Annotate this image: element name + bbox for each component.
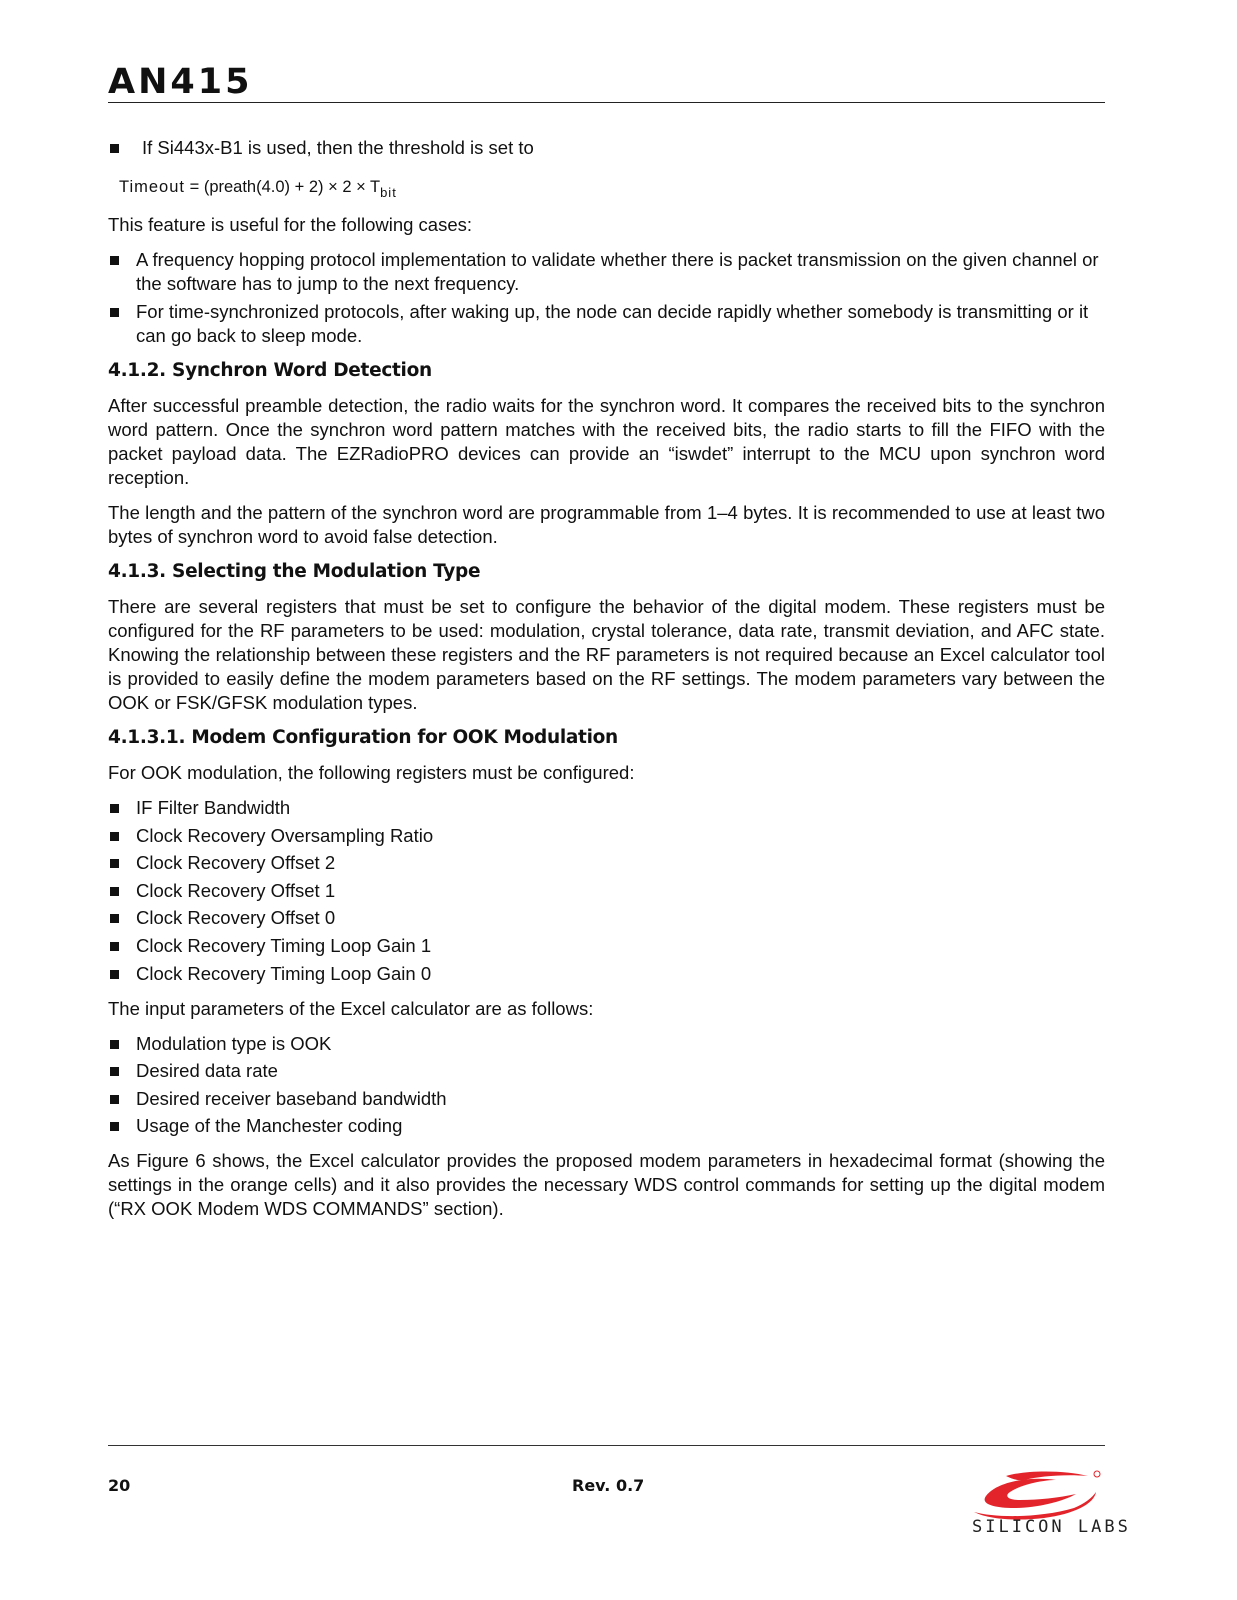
- section-413-paragraph-1: There are several registers that must be set to configure the behavior of the digital modem. These registers must be configured for the RF parameters to be used: modulation, crystal tolerance, data rate, transmit deviation, and AFC state. Knowing the relationship between these registers and the RF parameters is not required because an Excel calculator tool is provided to easily define the modem parameters based on the RF settings. The modem parameters vary between the OOK or FSK/GFSK modulation types.: [108, 596, 1105, 713]
- section-4131-paragraph-3: As Figure 6 shows, the Excel calculator provides the proposed modem parameters in hexadecimal format (showing the settings in the orange cells) and it also provides the necessary WDS control commands for setting up the digital modem (“RX OOK Modem WDS COMMANDS” section).: [108, 1150, 1105, 1220]
- formula-subscript: bit: [380, 185, 397, 200]
- formula-rhs: (preath(4.0) + 2) × 2 × T: [203, 178, 381, 196]
- list-item: A frequency hopping protocol implementation to validate whether there is packet transmission on the given channel or the software has to jump to the next frequency.: [108, 248, 1105, 296]
- list-item: Clock Recovery Oversampling Ratio: [108, 824, 1105, 848]
- list-item: Clock Recovery Offset 0: [108, 906, 1105, 930]
- formula-equals: =: [189, 178, 200, 196]
- section-heading-4131: 4.1.3.1. Modem Configuration for OOK Modulation: [108, 727, 618, 748]
- document-title: AN415: [108, 62, 253, 102]
- list-item: Desired receiver baseband bandwidth: [108, 1087, 1105, 1111]
- section-4131-paragraph-2: The input parameters of the Excel calculator are as follows:: [108, 997, 594, 1019]
- section-heading-413: 4.1.3. Selecting the Modulation Type: [108, 561, 481, 582]
- list-item: Usage of the Manchester coding: [108, 1114, 1105, 1138]
- useful-cases-list: [108, 248, 1105, 348]
- revision-label: Rev. 0.7: [572, 1476, 645, 1495]
- useful-cases-intro: This feature is useful for the following cases:: [108, 214, 473, 235]
- input-parameter-list: [108, 1032, 1105, 1139]
- register-list: [108, 796, 1105, 986]
- list-item: Clock Recovery Timing Loop Gain 0: [108, 962, 1105, 986]
- section-412-paragraph-2: The length and the pattern of the synchron word are programmable from 1–4 bytes. It is recommended to use at least two bytes of synchron word to avoid false detection.: [108, 502, 1105, 547]
- document-body: [108, 136, 1105, 1232]
- section-412-paragraph-1: After successful preamble detection, the radio waits for the synchron word. It compares the received bits to the synchron word pattern. Once the synchron word pattern matches with the received bits, the radio starts to fill the FIFO with the packet payload data. The EZRadioPRO devices can provide an “iswdet” interrupt to the MCU upon synchron word reception.: [108, 395, 1105, 488]
- section-4131-paragraph-1: For OOK modulation, the following registers must be configured:: [108, 762, 635, 783]
- section-heading-412: 4.1.2. Synchron Word Detection: [108, 360, 432, 381]
- timeout-formula: [108, 175, 1105, 200]
- list-item: Desired data rate: [108, 1059, 1105, 1083]
- title-divider: [108, 102, 1105, 103]
- list-item: IF Filter Bandwidth: [108, 796, 1105, 820]
- list-item: Clock Recovery Offset 2: [108, 851, 1105, 875]
- logo-wordmark: SILICON LABS: [972, 1517, 1131, 1537]
- formula-lhs: Timeout: [119, 178, 185, 196]
- page-number: 20: [108, 1476, 131, 1495]
- list-item: Modulation type is OOK: [108, 1032, 1105, 1056]
- footer-divider: [108, 1445, 1105, 1446]
- list-item: For time-synchronized protocols, after waking up, the node can decide rapidly whether somebody is transmitting or it can go back to sleep mode.: [108, 300, 1105, 348]
- list-item: Clock Recovery Offset 1: [108, 879, 1105, 903]
- list-item: Clock Recovery Timing Loop Gain 1: [108, 934, 1105, 958]
- intro-bullet: If Si443x-B1 is used, then the threshold is set to: [108, 136, 1105, 160]
